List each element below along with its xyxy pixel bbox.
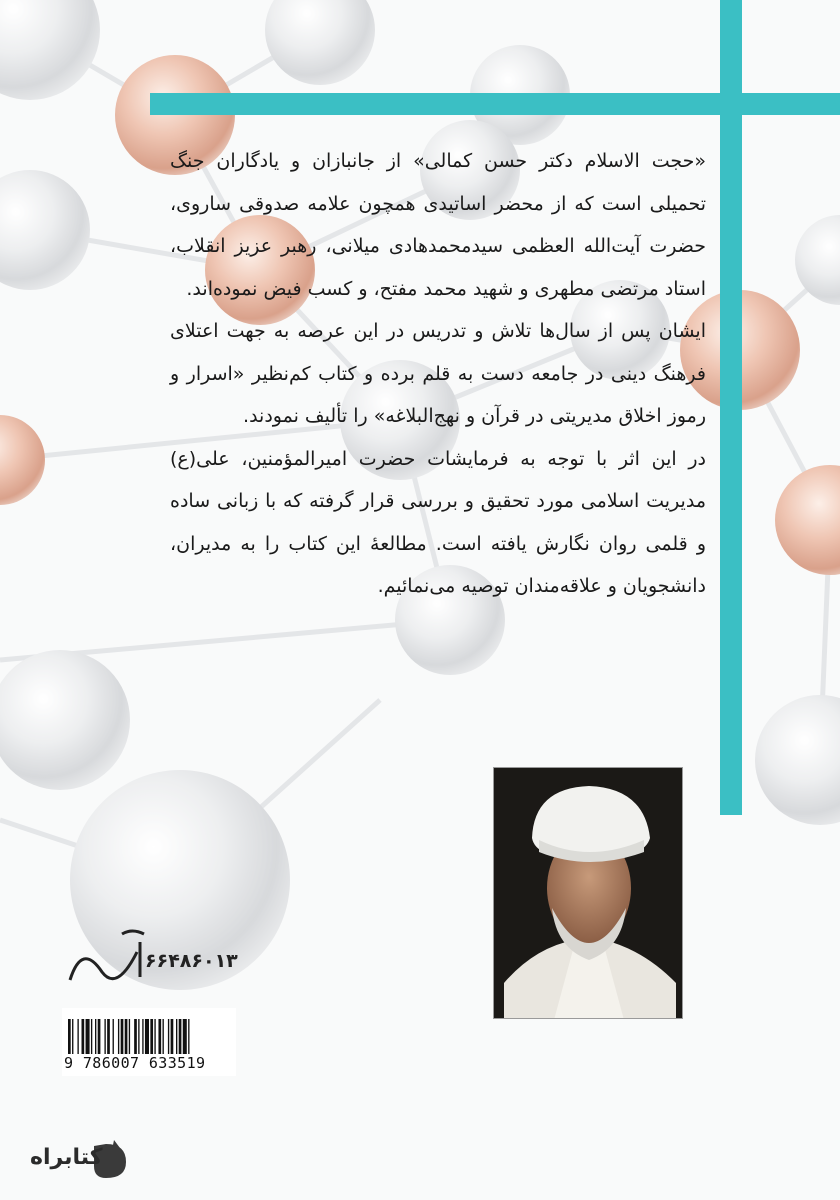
author-portrait xyxy=(493,767,683,1019)
publisher-phone: ۶۶۴۸۶۰۱۳ xyxy=(145,950,238,972)
publisher-logo-text: آرمان xyxy=(62,952,65,953)
bio-paragraph-2: ایشان پس از سال‌ها تلاش و تدریس در این عرصه به جهت اعتلای فرهنگ دینی در جامعه دست به قلم برده و کتاب کم‌نظیر «اسرار و رموز اخلاق مدیریتی در قرآن و نهج‌البلاغه» را تألیف نمودند. xyxy=(170,320,706,427)
ketabrah-logo-text: کتابراه xyxy=(30,1145,103,1170)
bio-paragraph-3: در این اثر با توجه به فرمایشات حضرت امیرالمؤمنین، علی(ع) مدیریت اسلامی مورد تحقیق و بررسی قرار گرفته که با زبانی ساده و قلمی روان نگارش یافته است. مطالعهٔ این کتاب را به مدیران، دانشجویان و علاقه‌مندان توصیه می‌نمائیم. xyxy=(170,447,706,597)
isbn-digits: 9 786007 633519 xyxy=(64,1054,236,1072)
bio-paragraph-1: «حجت الاسلام دکتر حسن کمالی» از جانبازان و یادگاران جنگ تحمیلی است که از محضر اساتیدی همچون علامه صدوقی ساروی، حضرت آیت‌الله العظمی سیدمحمدهادی میلانی، رهبر عزیز انقلاب، استاد مرتضی مطهری و شهید محمد مفتح، و کسب فیض نموده‌اند. xyxy=(170,150,706,300)
accent-bar-vertical xyxy=(720,0,742,815)
author-bio-text xyxy=(170,140,706,608)
